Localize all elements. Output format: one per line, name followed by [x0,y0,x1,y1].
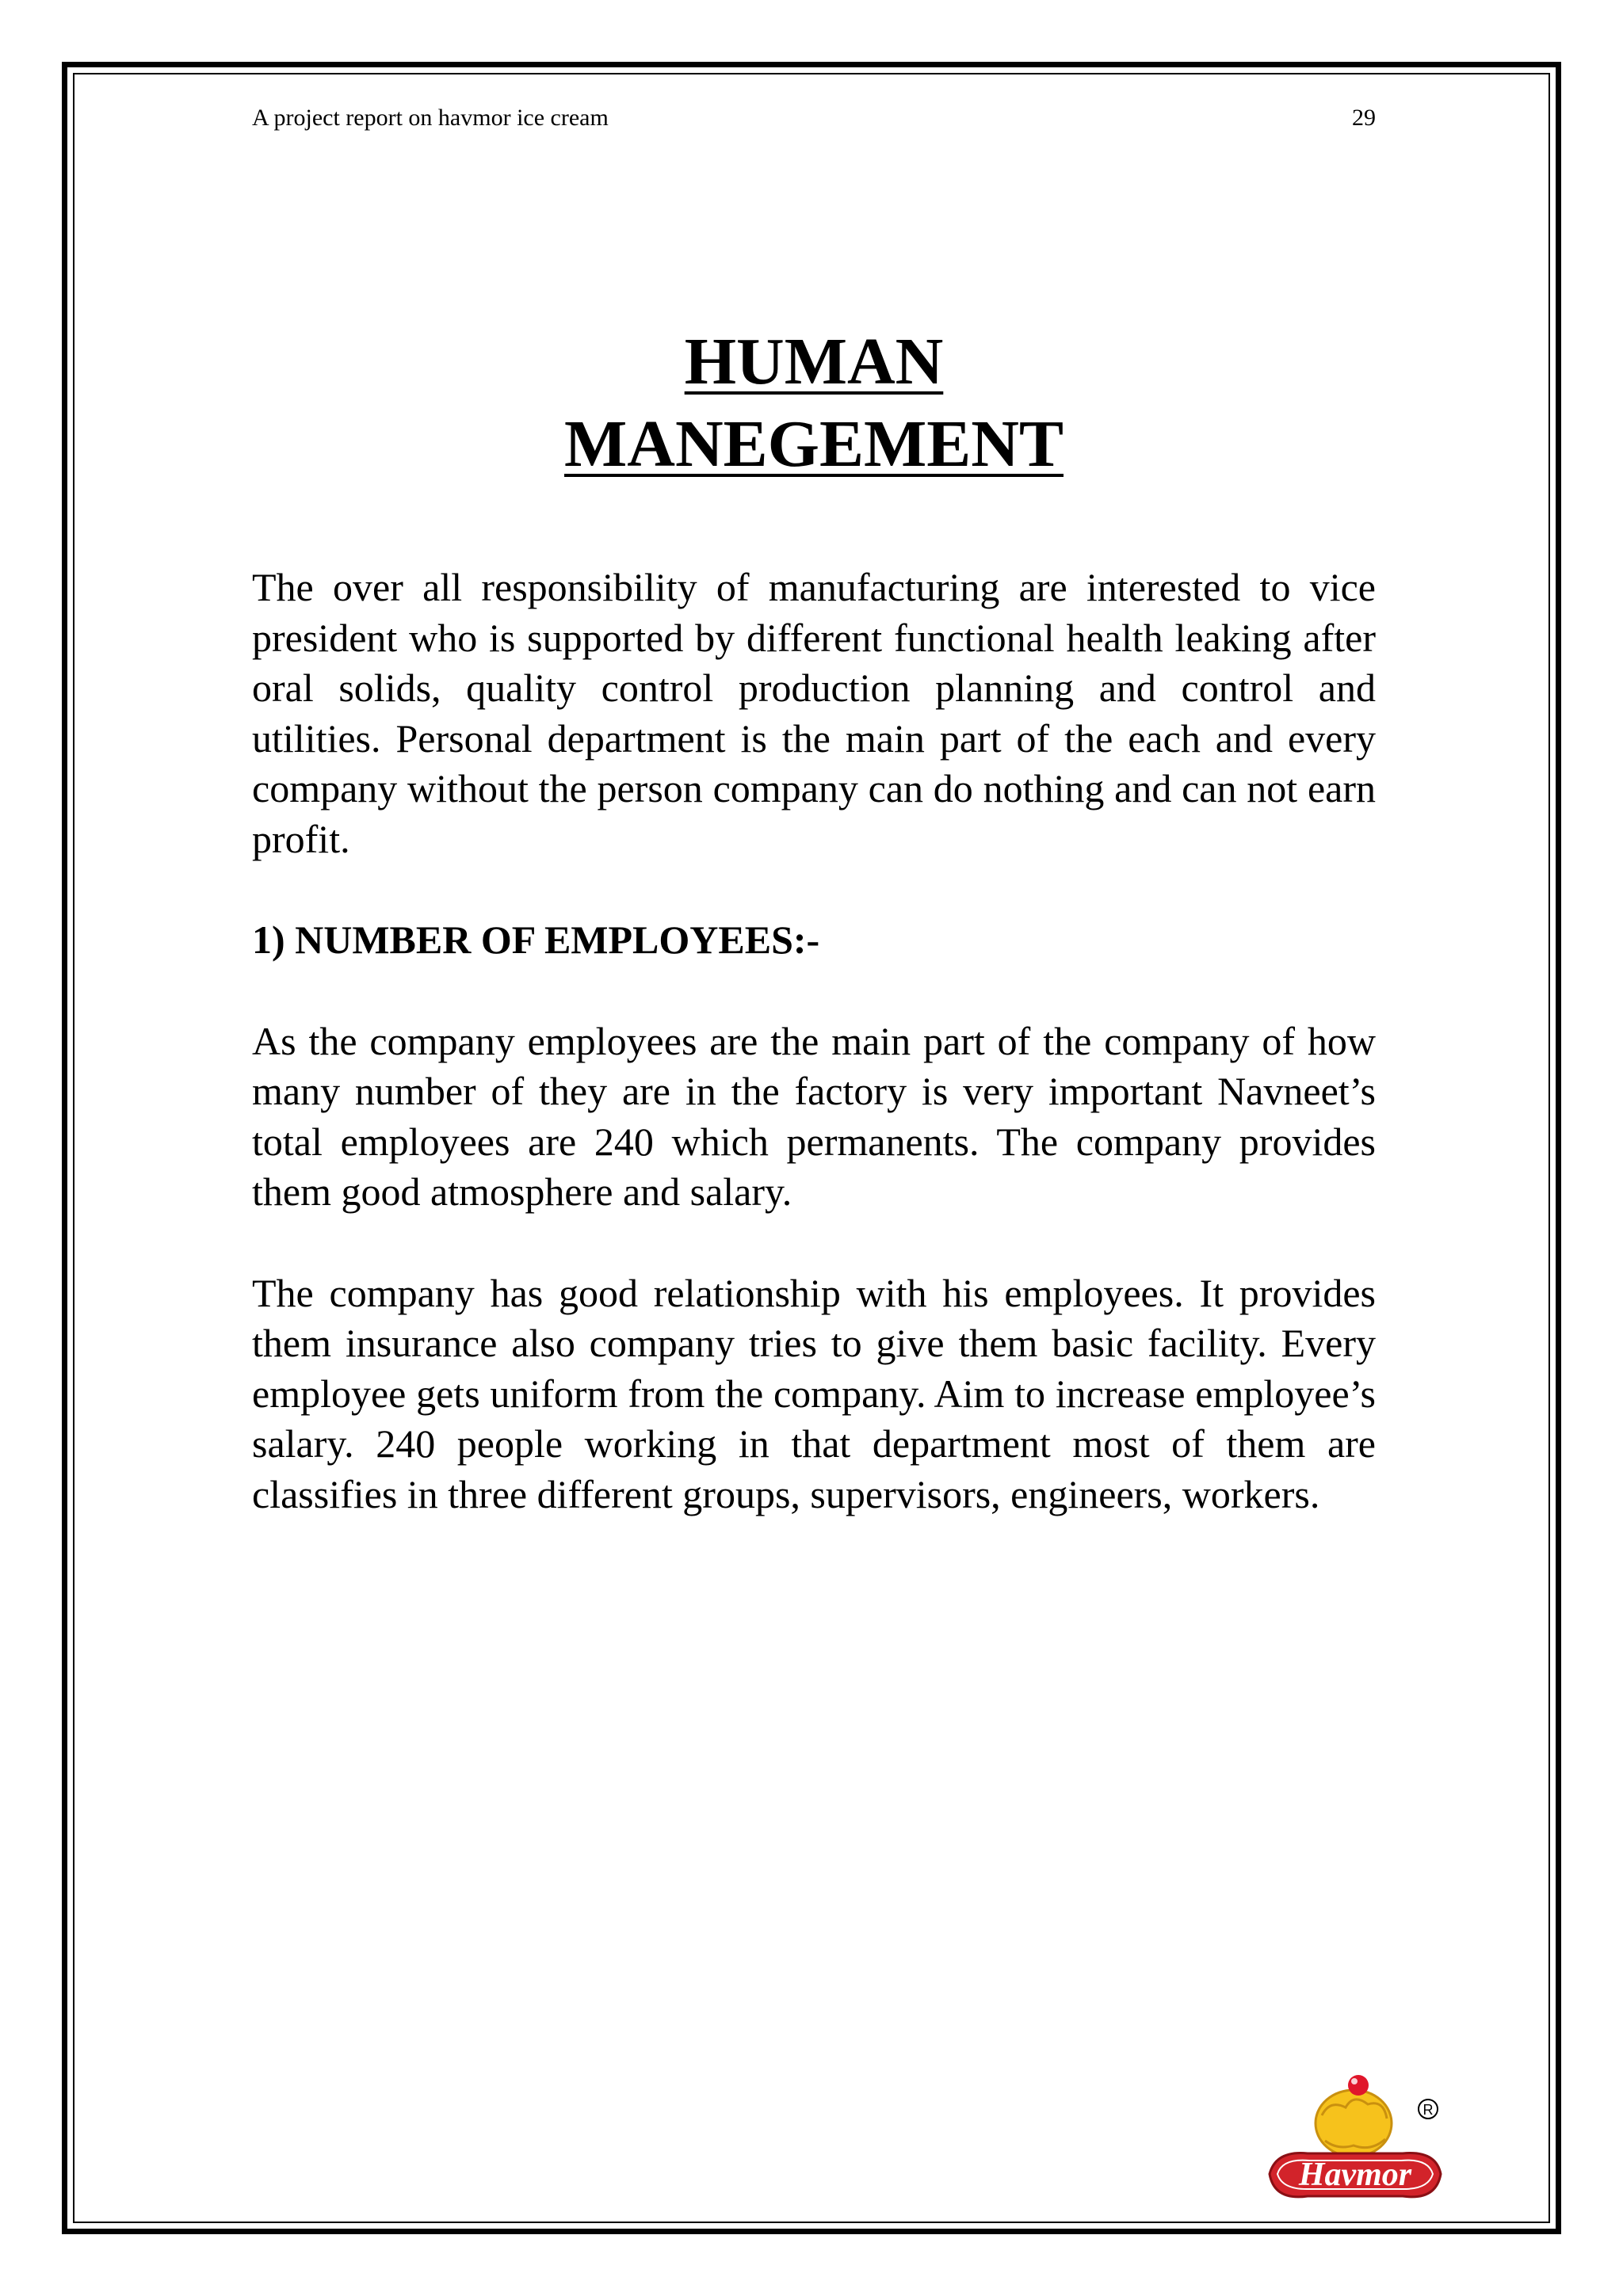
body-content [252,563,1376,1570]
havmor-logo-icon [1260,2068,1450,2210]
running-header [252,105,1376,136]
section-heading: 1) NUMBER OF EMPLOYEES:- [252,917,820,962]
page-title-line-1: HUMAN [684,325,944,399]
registered-mark: R [1423,2102,1434,2118]
running-title: A project report on havmor ice cream [252,105,609,131]
page-title-line-2: MANEGEMENT [564,407,1064,481]
logo-brand-text: Havmor [1298,2157,1412,2193]
paragraph-employees: As the company employees are the main part of the company of how many number of they are in the factory is very important Navneet’s total employees are 240 which permanents. The company provides them good atmosphere and salary. [252,1018,1376,1214]
page-title [252,321,1376,486]
page-number: 29 [1352,105,1376,131]
paragraph-intro: The over all responsibility of manufacturing are interested to vice president who is supported by different functional health leaking after oral solids, quality control production planning and control and utilities. Personal department is the main part of the each and every company without the person company can do nothing and can not earn profit. [252,565,1376,861]
paragraph-relationship: The company has good relationship with his employees. It provides them insurance also company tries to give them basic facility. Every employee gets uniform from the company. Aim to increase employee’s salary. 240 people working in that department most of them are classifies in three different groups, supervisors, engineers, workers. [252,1270,1376,1516]
